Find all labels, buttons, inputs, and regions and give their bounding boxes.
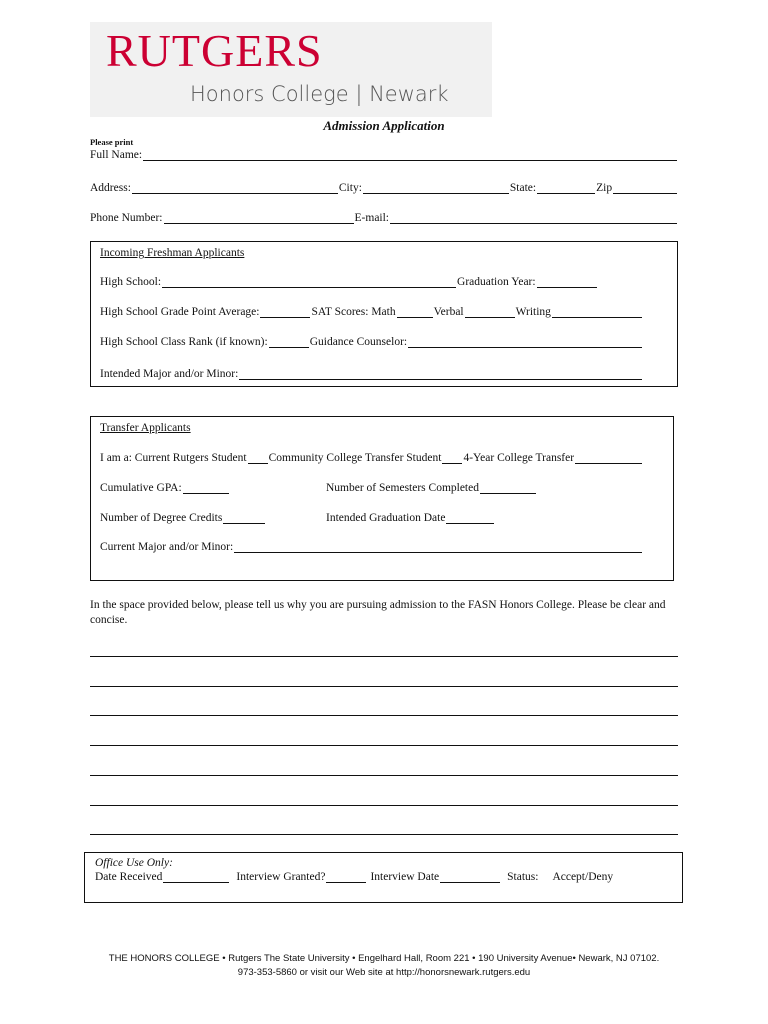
phone-label: Phone Number: [90,212,163,224]
footer-contact [0,966,768,980]
credits-row [100,512,266,524]
counselor-label: Guidance Counselor: [309,336,408,348]
verbal-field[interactable] [465,306,515,318]
essay-line[interactable] [90,834,678,835]
city-field[interactable] [363,182,509,194]
sat-math-label: SAT Scores: Math [311,306,396,318]
gpa-field[interactable] [260,306,310,318]
four-year-field[interactable] [575,452,642,464]
grad-date-label: Intended Graduation Date [326,512,446,524]
address-row [90,182,678,194]
interview-granted-field[interactable] [326,871,366,883]
interview-date-label: Interview Date [370,871,440,883]
accept-deny-label: Accept/Deny [552,871,614,883]
class-rank-field[interactable] [269,336,309,348]
city-label: City: [338,182,362,194]
writing-field[interactable] [552,306,642,318]
zip-label: Zip [596,182,613,194]
counselor-field[interactable] [408,336,642,348]
essay-line[interactable] [90,656,678,657]
essay-line[interactable] [90,745,678,746]
class-rank-label: High School Class Rank (if known): [100,336,268,348]
office-use-row [95,871,613,883]
phone-field[interactable] [164,212,354,224]
interview-date-field[interactable] [440,871,500,883]
grad-year-label: Graduation Year: [457,276,536,288]
essay-line[interactable] [90,775,678,776]
email-label: E-mail: [354,212,390,224]
state-field[interactable] [537,182,595,194]
website-link[interactable]: http://honorsnewark.rutgers.edu [396,967,531,978]
gpa-label: High School Grade Point Average: [100,306,260,318]
grad-date-row [326,512,495,524]
cum-gpa-row [100,482,230,494]
applicant-type-row [100,452,643,464]
credits-label: Number of Degree Credits [100,512,223,524]
full-name-field[interactable] [143,149,677,161]
current-rutgers-field[interactable] [248,452,268,464]
phone-row [90,212,678,224]
form-title: Admission Application [323,118,445,133]
cc-transfer-field[interactable] [442,452,462,464]
footer-phone: 973-353-5860 or visit our Web site at [237,967,397,978]
four-year-label: 4-Year College Transfer [463,452,575,464]
full-name-row [90,149,678,161]
essay-line[interactable] [90,686,678,687]
transfer-section [90,416,674,581]
office-use-heading: Office Use Only: [95,857,173,869]
email-field[interactable] [390,212,677,224]
grad-year-field[interactable] [537,276,597,288]
essay-prompt: In the space provided below, please tell us why you are pursuing admission to the FASN Honors College. Please be clear and concise. [90,599,666,626]
status-label: Status: [507,871,539,883]
freshman-major-field[interactable] [239,368,642,380]
state-label: State: [509,182,537,194]
freshman-major-label: Intended Major and/or Minor: [100,368,239,380]
transfer-heading: Transfer Applicants [100,422,191,434]
credits-field[interactable] [223,512,265,524]
logo-name: RUTGERS [106,25,323,76]
grad-date-field[interactable] [446,512,494,524]
footer-address: THE HONORS COLLEGE • Rutgers The State University • Engelhard Hall, Room 221 • 190 University Avenue• Newark, NJ 07102. [108,953,660,964]
address-label: Address: [90,182,131,194]
freshman-major-row [100,368,643,380]
zip-field[interactable] [613,182,677,194]
cum-gpa-field[interactable] [183,482,229,494]
cum-gpa-label: Cumulative GPA: [100,482,182,494]
high-school-field[interactable] [162,276,456,288]
transfer-major-field[interactable] [234,541,642,553]
essay-line[interactable] [90,715,678,716]
verbal-label: Verbal [433,306,464,318]
semesters-row [326,482,537,494]
essay-line[interactable] [90,805,678,806]
cc-transfer-label: Community College Transfer Student [268,452,442,464]
current-rutgers-label: I am a: Current Rutgers Student [100,452,247,464]
date-received-field[interactable] [163,871,229,883]
please-print-label: Please print [90,137,134,147]
writing-label: Writing [515,306,551,318]
gpa-row [100,306,643,318]
rutgers-logo [90,22,492,117]
high-school-row [100,276,598,288]
sat-math-field[interactable] [397,306,433,318]
freshman-heading: Incoming Freshman Applicants [100,247,245,259]
semesters-field[interactable] [480,482,536,494]
logo-subtitle: Honors College | Newark [190,82,449,106]
high-school-label: High School: [100,276,162,288]
semesters-label: Number of Semesters Completed [326,482,479,494]
full-name-label: Full Name: [90,149,143,161]
transfer-major-label: Current Major and/or Minor: [100,541,234,553]
date-received-label: Date Received [95,871,163,883]
footer [0,952,768,980]
transfer-major-row [100,541,643,553]
class-rank-row [100,336,643,348]
interview-granted-label: Interview Granted? [236,871,326,883]
address-field[interactable] [132,182,338,194]
